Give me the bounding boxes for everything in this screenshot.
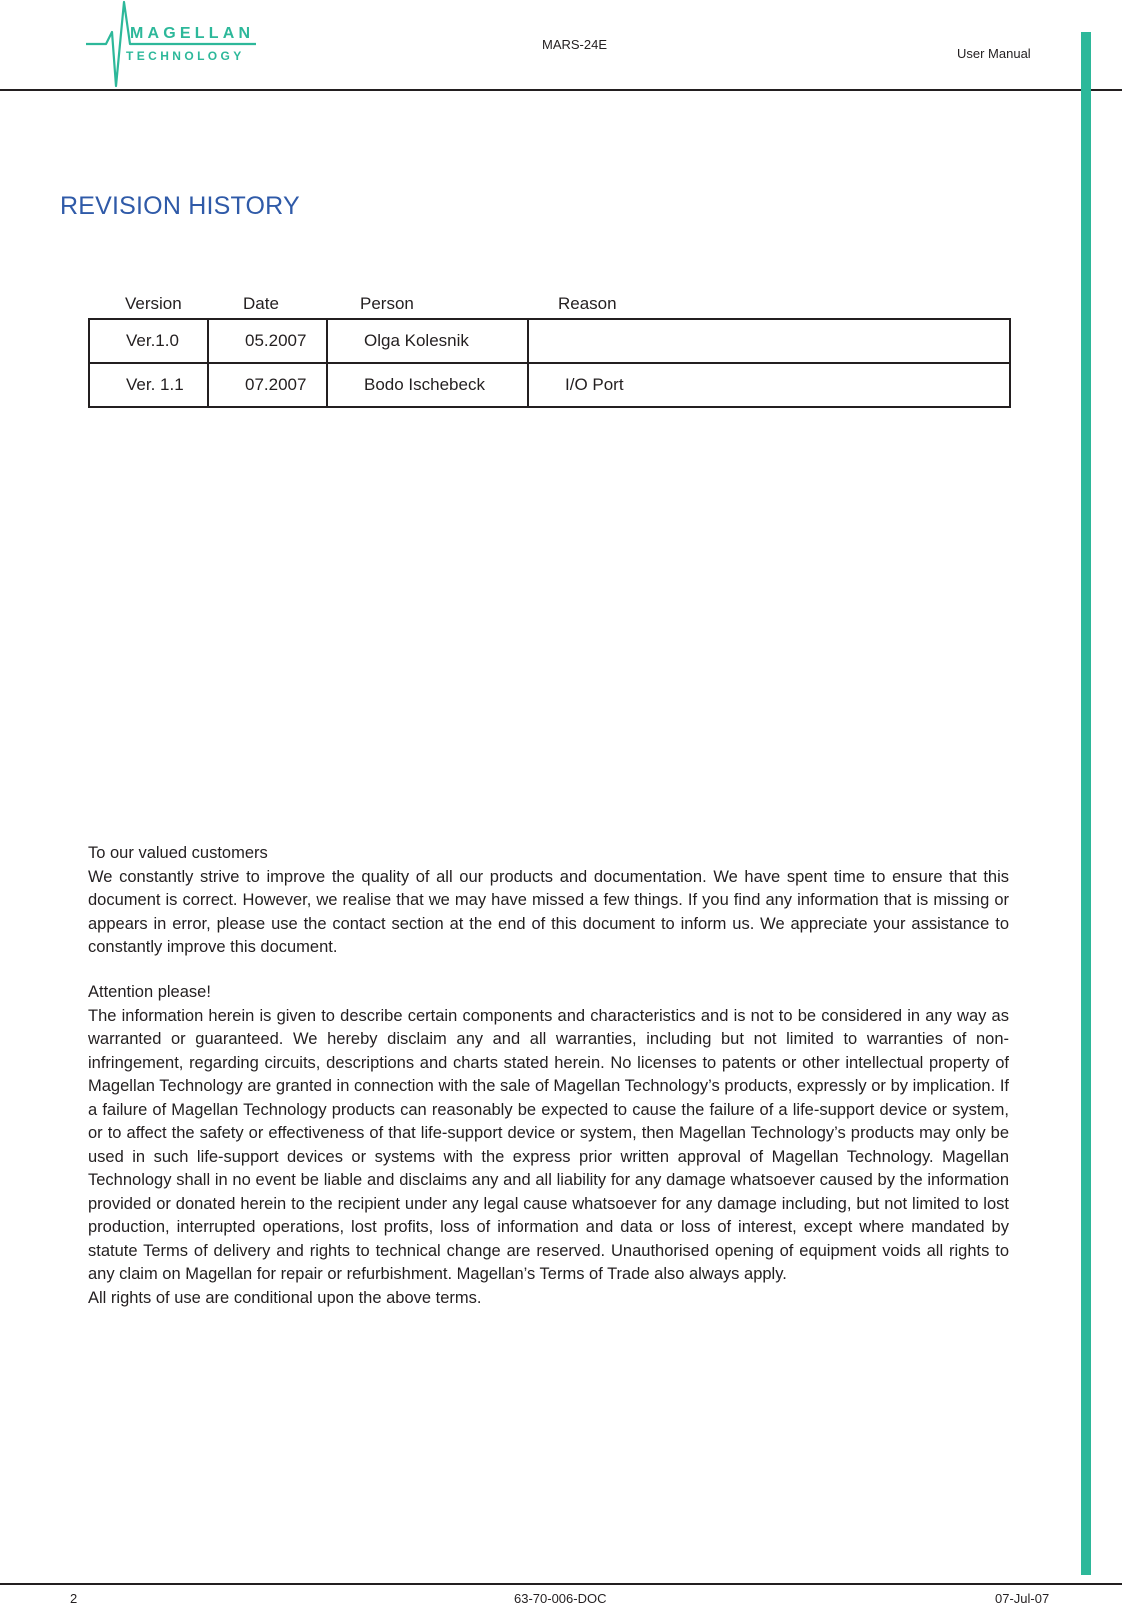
footer-rule: [0, 1583, 1122, 1585]
magellan-logo: [84, 0, 274, 88]
table-cell: Olga Kolesnik: [327, 319, 528, 363]
column-header: Version: [125, 294, 182, 313]
attention-title: Attention please!: [88, 983, 211, 1001]
attention-body: The information herein is given to describe certain components and characteristics and is not to be considered in any way as warranted or guaranteed. We hereby disclaim any and all warranties, including but not limited to warranties of non-infringement, regarding circuits, descriptions and charts stated herein. No licenses to patents or other intellectual property of Magellan Technology are granted in connection with the sale of Magellan Technology’s products, expressly or by implication. If a failure of Magellan Technology products can reasonably be expected to cause the failure of a life-support device or system, or to affect the safety or effectiveness of that life-support device or system, then Magellan Technology’s products may only be used in such life-support devices or systems with the express prior written approval of Magellan Technology. Magellan Technology shall in no event be liable and disclaims any and all liability for any damage whatsoever caused by the information provided or donated herein to the recipient under any legal cause whatsoever for any damage including, but not limited to lost production, interrupted operations, lost profits, loss of information and data or loss of interest, except where mandated by statute Terms of delivery and rights to technical change are reserved. Unauthorised opening of equipment voids all rights to any claim on Magellan for repair or refurbishment. Magellan’s Terms of Trade also always apply.: [88, 1006, 1009, 1283]
column-header: Date: [243, 294, 279, 313]
table-cell: [528, 319, 1010, 363]
revision-table-body: [88, 318, 1011, 408]
table-row: [89, 319, 1010, 363]
table-cell: I/O Port: [528, 363, 1010, 407]
customers-notice: [88, 842, 1009, 960]
table-cell: Ver.1.0: [89, 319, 208, 363]
attention-notice: [88, 981, 1009, 1310]
table-cell: Bodo Ischebeck: [327, 363, 528, 407]
manual-label: User Manual: [957, 46, 1031, 61]
svg-text:MAGELLAN: MAGELLAN: [130, 25, 255, 42]
svg-text:TECHNOLOGY: TECHNOLOGY: [126, 49, 245, 63]
section-title: REVISION HISTORY: [60, 192, 300, 220]
document-id: 63-70-006-DOC: [514, 1591, 607, 1606]
product-name: MARS-24E: [542, 37, 608, 52]
document-date: 07-Jul-07: [995, 1591, 1050, 1606]
header-rule: [0, 89, 1122, 91]
side-accent-bar: [1081, 32, 1091, 1575]
revision-table-header: [88, 284, 1011, 318]
table-cell: Ver. 1.1: [89, 363, 208, 407]
logo-pulse-icon: [84, 0, 274, 88]
customers-body: We constantly strive to improve the quality of all our products and documentation. We have spent time to ensure that this document is correct. However, we realise that we may have missed a few things. If you find any information that is missing or appears in error, please use the contact section at the end of this document to inform us. We appreciate your assistance to constantly improve this document.: [88, 867, 1009, 956]
attention-closing: All rights of use are conditional upon the above terms.: [88, 1288, 482, 1307]
revision-table: [88, 284, 1011, 408]
table-cell: 05.2007: [208, 319, 327, 363]
column-header: Person: [360, 294, 414, 313]
table-cell: 07.2007: [208, 363, 327, 407]
table-row: [89, 363, 1010, 407]
column-header: Reason: [558, 294, 617, 313]
customers-title: To our valued customers: [88, 844, 268, 862]
page-number: 2: [70, 1591, 78, 1606]
